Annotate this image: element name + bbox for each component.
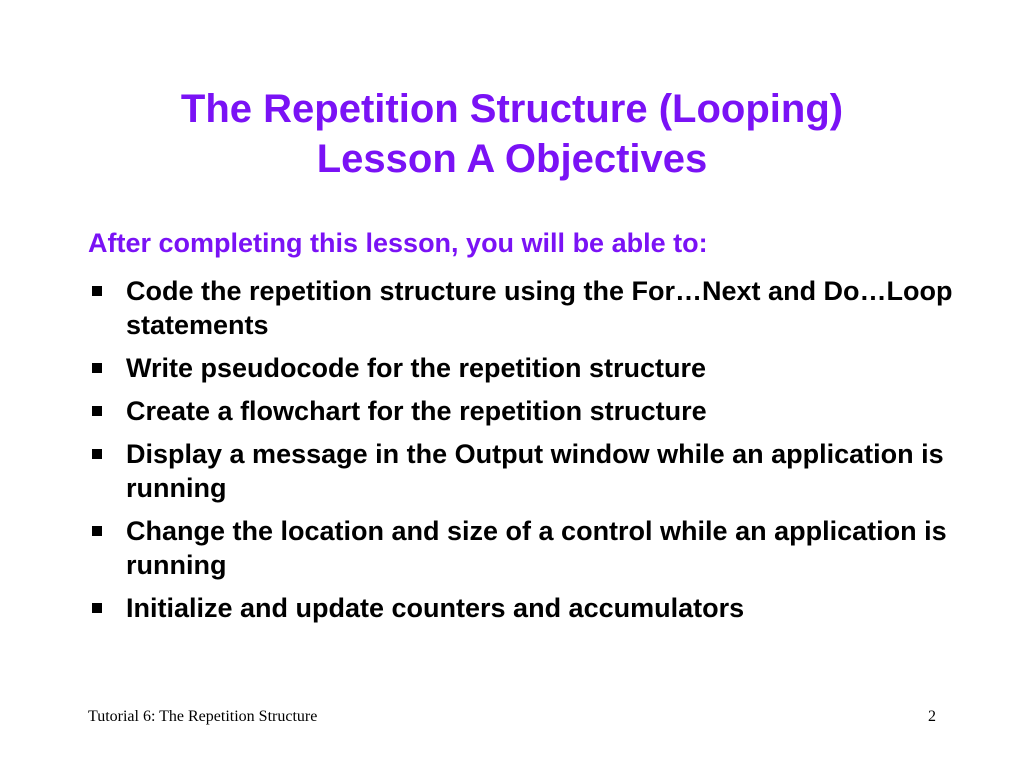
square-bullet-icon [92, 449, 102, 459]
objective-item [88, 514, 968, 582]
slide-title [0, 84, 1024, 184]
objective-item [88, 591, 968, 625]
objectives-intro: After completing this lesson, you will be able to: [88, 228, 708, 258]
square-bullet-icon [92, 363, 102, 373]
objectives-list [88, 274, 968, 634]
footer-page-number: 2 [928, 708, 936, 725]
square-bullet-icon [92, 406, 102, 416]
objective-text: Display a message in the Output window while an application is running [126, 439, 944, 503]
objective-item [88, 274, 968, 342]
objective-text: Create a flowchart for the repetition structure [126, 396, 707, 426]
slide-title-line-2: Lesson A Objectives [316, 137, 708, 181]
objective-text: Code the repetition structure using the For…Next and Do…Loop statements [126, 276, 953, 340]
square-bullet-icon [92, 286, 102, 296]
objective-item [88, 437, 968, 505]
square-bullet-icon [92, 526, 102, 536]
slide-title-line-1: The Repetition Structure (Looping) [180, 87, 844, 131]
objective-text: Write pseudocode for the repetition structure [126, 353, 707, 383]
objective-item [88, 394, 968, 428]
footer-tutorial-label: Tutorial 6: The Repetition Structure [88, 708, 318, 725]
objective-item [88, 351, 968, 385]
square-bullet-icon [92, 603, 102, 613]
objective-text: Initialize and update counters and accumulators [126, 593, 745, 623]
objective-text: Change the location and size of a control while an application is running [126, 516, 947, 580]
